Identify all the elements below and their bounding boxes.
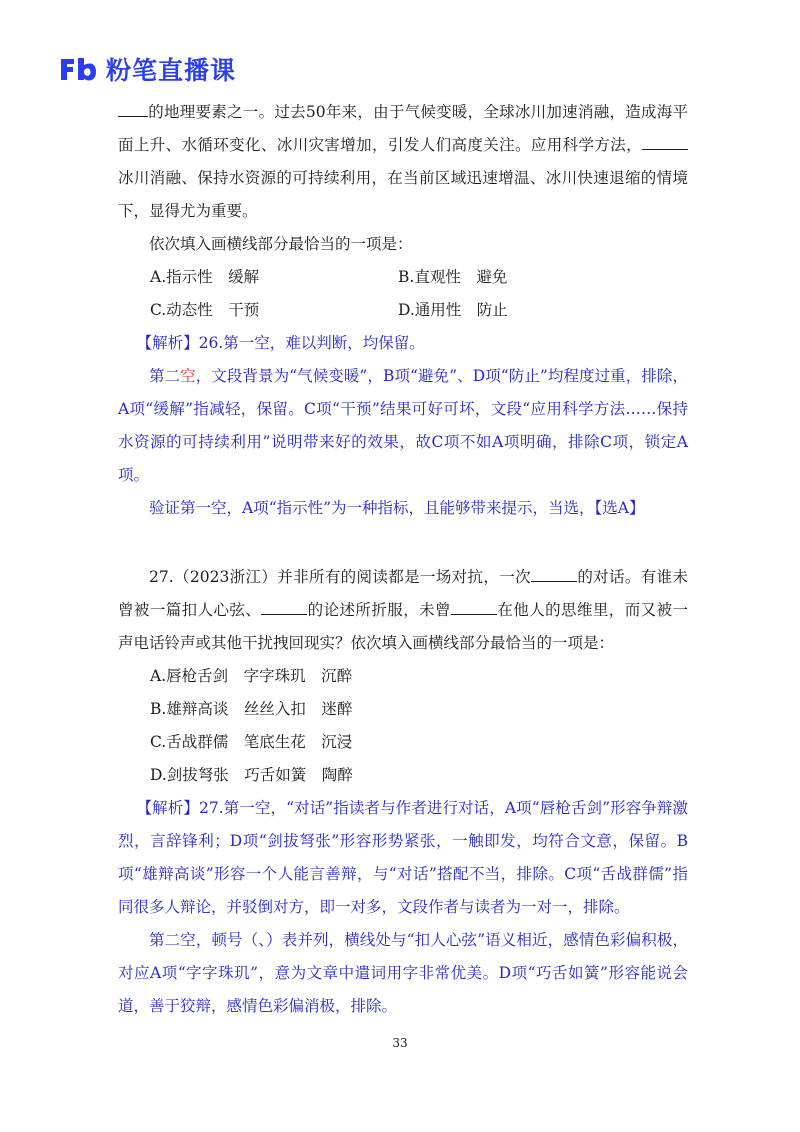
fill-blank — [642, 133, 688, 150]
option-c: C.动态性 干预 — [150, 301, 260, 319]
brand-name: 粉笔直播课 — [106, 56, 237, 85]
q27-option-a: A.唇枪舌剑 字字珠玑 沉醉 — [150, 667, 353, 685]
fill-blank — [118, 100, 148, 117]
q27-analysis-2: 第二空，顿号（、）表并列，横线处与“扣人心弦”语义相近，感情色彩偏积极，对应A项“字字珠玑”，意为文章中遣词用字非常优美。D项“巧舌如簧”形容能说会道，善于狡辩，感情色彩偏消极，排除。 — [118, 931, 688, 1015]
option-a: A.指示性 缓解 — [150, 268, 260, 286]
fill-blank — [261, 598, 307, 615]
option-b: B.直观性 避免 — [398, 268, 508, 286]
page-content — [118, 96, 688, 1023]
fill-blank — [451, 598, 497, 615]
fenbi-logo-icon — [58, 54, 98, 84]
q26-analysis-2: 第二空，文段背景为“气候变暖”，B项“避免”、D项“防止”均程度过重，排除，A项“缓解”指减轻，保留。C项“干预”结果可好可坏，文段“应用科学方法……保持水资源的可持续利用”说明带来好的效果，故C项不如A项明确，排除C项，锁定A项。 — [118, 367, 688, 484]
q26-analysis-3: 验证第一空，A项“指示性”为一种指标，且能够带来提示，当选，【选A】 — [149, 499, 645, 517]
fill-blank — [531, 565, 577, 582]
q27-option-b: B.雄辩高谈 丝丝入扣 迷醉 — [150, 700, 353, 718]
q27-stem: 27.（2023浙江）并非所有的阅读都是一场对抗，一次 的对话。有谁未曾被一篇扣人心弦、 的论述所折服，未曾 在他人的思维里，而又被一声电话铃声或其他干扰拽回现实？依次填入画横线部分最恰当的一项是： — [118, 561, 688, 660]
q27-option-d: D.剑拔弩张 巧舌如簧 陶醉 — [150, 766, 353, 784]
q26-analysis-1: 【解析】26.第一空，难以判断，均保留。 — [136, 334, 425, 352]
option-d: D.通用性 防止 — [398, 301, 508, 319]
q27-analysis-1: 【解析】27.第一空，“对话”指读者与作者进行对话，A项“唇枪舌剑”形容争辩激烈，言辞锋利；D项“剑拔弩张”形容形势紧张，一触即发，均符合文意，保留。B项“雄辩高谈”形容一个人能言善辩，与“对话”搭配不当，排除。C项“舌战群儒”指同很多人辩论，并驳倒对方，即一对多，文段作者与读者为一对一，排除。 — [118, 799, 688, 916]
q26-options — [118, 261, 688, 327]
page-number: 33 — [392, 1036, 408, 1050]
q26-prompt: 依次填入画横线部分最恰当的一项是： — [149, 235, 413, 253]
q26-passage: 的地理要素之一。过去50年来，由于气候变暖，全球冰川加速消融，造成海平面上升、水循环变化、冰川灾害增加，引发人们高度关注。应用科学方法，冰川消融、保持水资源的可持续利用，在当前区域迅速增温、冰川快速退缩的情境下，显得尤为重要。 — [118, 96, 688, 228]
q27-option-c: C.舌战群儒 笔底生花 沉浸 — [150, 733, 353, 751]
brand-header — [58, 52, 236, 86]
